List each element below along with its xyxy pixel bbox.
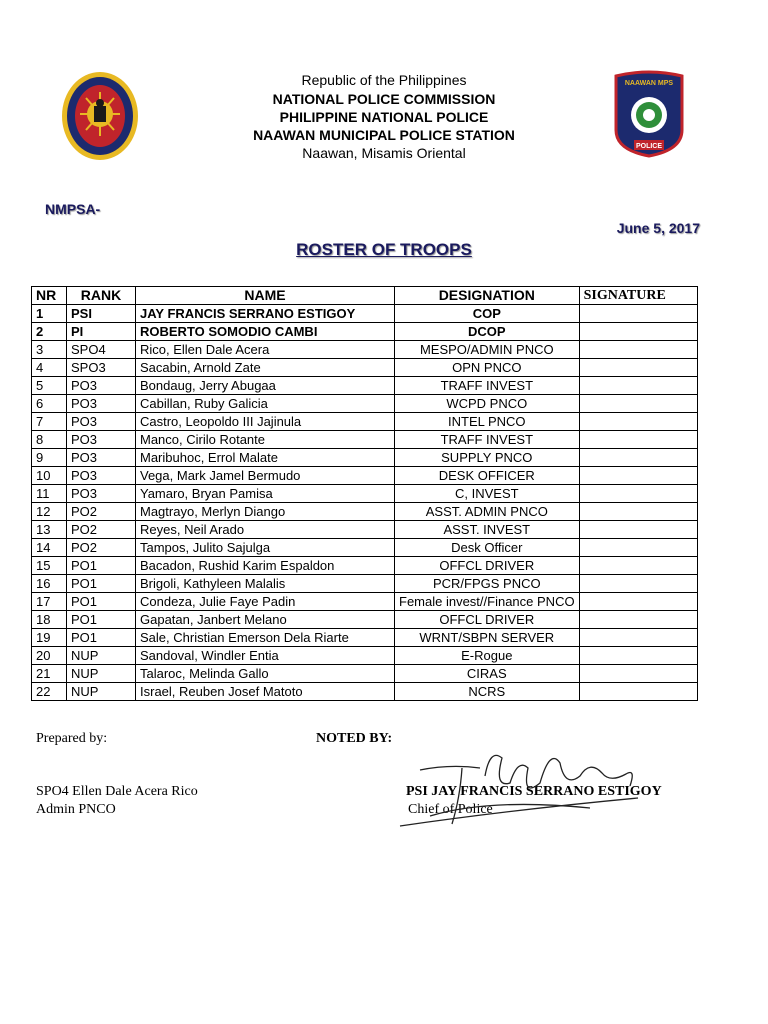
row-rank: PO2 (67, 521, 136, 539)
row-rank: SPO3 (67, 359, 136, 377)
row-name: Bacadon, Rushid Karim Espaldon (136, 557, 395, 575)
row-designation: ASST. ADMIN PNCO (395, 503, 580, 521)
row-designation: MESPO/ADMIN PNCO (395, 341, 580, 359)
row-name: Bondaug, Jerry Abugaa (136, 377, 395, 395)
row-rank: PO1 (67, 611, 136, 629)
table-row (32, 449, 698, 467)
row-nr: 5 (32, 377, 67, 395)
row-nr: 10 (32, 467, 67, 485)
row-nr: 17 (32, 593, 67, 611)
row-name: Israel, Reuben Josef Matoto (136, 683, 395, 701)
row-nr: 21 (32, 665, 67, 683)
row-name: Sale, Christian Emerson Dela Riarte (136, 629, 395, 647)
table-row (32, 539, 698, 557)
row-rank: PO3 (67, 413, 136, 431)
row-name: Castro, Leopoldo III Jajinula (136, 413, 395, 431)
row-name: Vega, Mark Jamel Bermudo (136, 467, 395, 485)
reference-number: NMPSA- (45, 201, 101, 217)
row-signature-cell (579, 413, 697, 431)
row-name: Brigoli, Kathyleen Malalis (136, 575, 395, 593)
col-designation: DESIGNATION (395, 287, 580, 305)
row-rank: PO3 (67, 467, 136, 485)
row-designation: NCRS (395, 683, 580, 701)
table-row (32, 341, 698, 359)
row-signature-cell (579, 683, 697, 701)
col-nr: NR (32, 287, 67, 305)
row-designation: C, INVEST (395, 485, 580, 503)
row-nr: 20 (32, 647, 67, 665)
row-rank: PO1 (67, 575, 136, 593)
row-rank: SPO4 (67, 341, 136, 359)
row-name: Talaroc, Melinda Gallo (136, 665, 395, 683)
row-name: Sacabin, Arnold Zate (136, 359, 395, 377)
row-signature-cell (579, 467, 697, 485)
row-designation: Desk Officer (395, 539, 580, 557)
table-row (32, 611, 698, 629)
station-line: NAAWAN MUNICIPAL POLICE STATION (253, 127, 515, 143)
pnp-line: PHILIPPINE NATIONAL POLICE (279, 109, 489, 125)
row-rank: PO1 (67, 629, 136, 647)
row-signature-cell (579, 377, 697, 395)
row-designation: COP (395, 305, 580, 323)
document-date: June 5, 2017 (616, 220, 700, 236)
svg-text:POLICE: POLICE (635, 143, 663, 150)
row-name: Rico, Ellen Dale Acera (136, 341, 395, 359)
table-row (32, 593, 698, 611)
row-nr: 6 (32, 395, 67, 413)
row-nr: 14 (32, 539, 67, 557)
row-signature-cell (579, 359, 697, 377)
republic-line: Republic of the Philippines (301, 72, 467, 88)
table-row (32, 467, 698, 485)
row-nr: 7 (32, 413, 67, 431)
row-nr: 12 (32, 503, 67, 521)
row-rank: PO3 (67, 395, 136, 413)
noter-name: PSI JAY FRANCIS SERRANO ESTIGOY (406, 784, 662, 799)
row-rank: PO2 (67, 539, 136, 557)
row-name: ROBERTO SOMODIO CAMBI (136, 323, 395, 341)
table-row (32, 377, 698, 395)
row-signature-cell (579, 557, 697, 575)
row-designation: CIRAS (395, 665, 580, 683)
row-nr: 8 (32, 431, 67, 449)
row-signature-cell (579, 431, 697, 449)
row-rank: PO1 (67, 593, 136, 611)
roster-table (31, 286, 698, 701)
row-rank: PO2 (67, 503, 136, 521)
row-designation: E-Rogue (395, 647, 580, 665)
table-row (32, 575, 698, 593)
row-signature-cell (579, 575, 697, 593)
table-row (32, 665, 698, 683)
prepared-by-label: Prepared by: (36, 731, 108, 746)
row-signature-cell (579, 341, 697, 359)
table-row (32, 503, 698, 521)
row-rank: PO3 (67, 377, 136, 395)
table-row (32, 485, 698, 503)
row-nr: 18 (32, 611, 67, 629)
row-nr: 9 (32, 449, 67, 467)
row-name: JAY FRANCIS SERRANO ESTIGOY (136, 305, 395, 323)
row-signature-cell (579, 323, 697, 341)
row-name: Gapatan, Janbert Melano (136, 611, 395, 629)
handwritten-signature (390, 738, 650, 838)
row-name: Tampos, Julito Sajulga (136, 539, 395, 557)
col-rank: RANK (67, 287, 136, 305)
row-signature-cell (579, 503, 697, 521)
preparer-title: Admin PNCO (36, 802, 116, 817)
location-line: Naawan, Misamis Oriental (302, 145, 466, 161)
commission-line: NATIONAL POLICE COMMISSION (272, 91, 496, 107)
row-designation: ASST. INVEST (395, 521, 580, 539)
row-designation: OFFCL DRIVER (395, 611, 580, 629)
row-signature-cell (579, 539, 697, 557)
row-nr: 19 (32, 629, 67, 647)
row-nr: 22 (32, 683, 67, 701)
row-name: Condeza, Julie Faye Padin (136, 593, 395, 611)
row-designation: OPN PNCO (395, 359, 580, 377)
row-name: Cabillan, Ruby Galicia (136, 395, 395, 413)
row-name: Reyes, Neil Arado (136, 521, 395, 539)
table-row (32, 395, 698, 413)
row-nr: 16 (32, 575, 67, 593)
preparer-name: SPO4 Ellen Dale Acera Rico (36, 784, 198, 799)
row-signature-cell (579, 485, 697, 503)
table-row (32, 359, 698, 377)
col-signature: SIGNATURE (579, 287, 697, 305)
table-row (32, 683, 698, 701)
row-rank: PO3 (67, 485, 136, 503)
row-designation: TRAFF INVEST (395, 377, 580, 395)
table-row (32, 521, 698, 539)
table-row (32, 413, 698, 431)
row-name: Yamaro, Bryan Pamisa (136, 485, 395, 503)
row-name: Maribuhoc, Errol Malate (136, 449, 395, 467)
table-row (32, 557, 698, 575)
row-signature-cell (579, 395, 697, 413)
noter-title: Chief of Police (408, 802, 493, 817)
row-nr: 4 (32, 359, 67, 377)
table-row (32, 431, 698, 449)
row-nr: 13 (32, 521, 67, 539)
table-row (32, 629, 698, 647)
row-signature-cell (579, 449, 697, 467)
row-designation: WRNT/SBPN SERVER (395, 629, 580, 647)
row-rank: PSI (67, 305, 136, 323)
row-rank: NUP (67, 647, 136, 665)
row-signature-cell (579, 305, 697, 323)
row-designation: SUPPLY PNCO (395, 449, 580, 467)
row-rank: PO1 (67, 557, 136, 575)
row-nr: 1 (32, 305, 67, 323)
table-row (32, 647, 698, 665)
row-nr: 11 (32, 485, 67, 503)
row-designation: INTEL PNCO (395, 413, 580, 431)
row-rank: NUP (67, 683, 136, 701)
row-nr: 2 (32, 323, 67, 341)
col-name: NAME (136, 287, 395, 305)
row-designation: DCOP (395, 323, 580, 341)
svg-text:NAAWAN MPS: NAAWAN MPS (624, 80, 674, 87)
row-signature-cell (579, 593, 697, 611)
row-signature-cell (579, 611, 697, 629)
table-header-row (32, 287, 698, 305)
row-name: Sandoval, Windler Entia (136, 647, 395, 665)
row-name: Manco, Cirilo Rotante (136, 431, 395, 449)
table-row (32, 305, 698, 323)
row-nr: 3 (32, 341, 67, 359)
row-designation: WCPD PNCO (395, 395, 580, 413)
row-signature-cell (579, 647, 697, 665)
row-designation: TRAFF INVEST (395, 431, 580, 449)
row-signature-cell (579, 629, 697, 647)
row-designation: DESK OFFICER (395, 467, 580, 485)
document-title: ROSTER OF TROOPS (296, 240, 472, 259)
row-name: Magtrayo, Merlyn Diango (136, 503, 395, 521)
row-rank: PO3 (67, 431, 136, 449)
row-designation: PCR/FPGS PNCO (395, 575, 580, 593)
row-signature-cell (579, 665, 697, 683)
table-row (32, 323, 698, 341)
row-rank: PI (67, 323, 136, 341)
noted-by-label: NOTED BY: (316, 731, 393, 746)
row-designation: OFFCL DRIVER (395, 557, 580, 575)
row-rank: PO3 (67, 449, 136, 467)
row-nr: 15 (32, 557, 67, 575)
row-signature-cell (579, 521, 697, 539)
row-rank: NUP (67, 665, 136, 683)
row-designation: Female invest//Finance PNCO (395, 593, 580, 611)
